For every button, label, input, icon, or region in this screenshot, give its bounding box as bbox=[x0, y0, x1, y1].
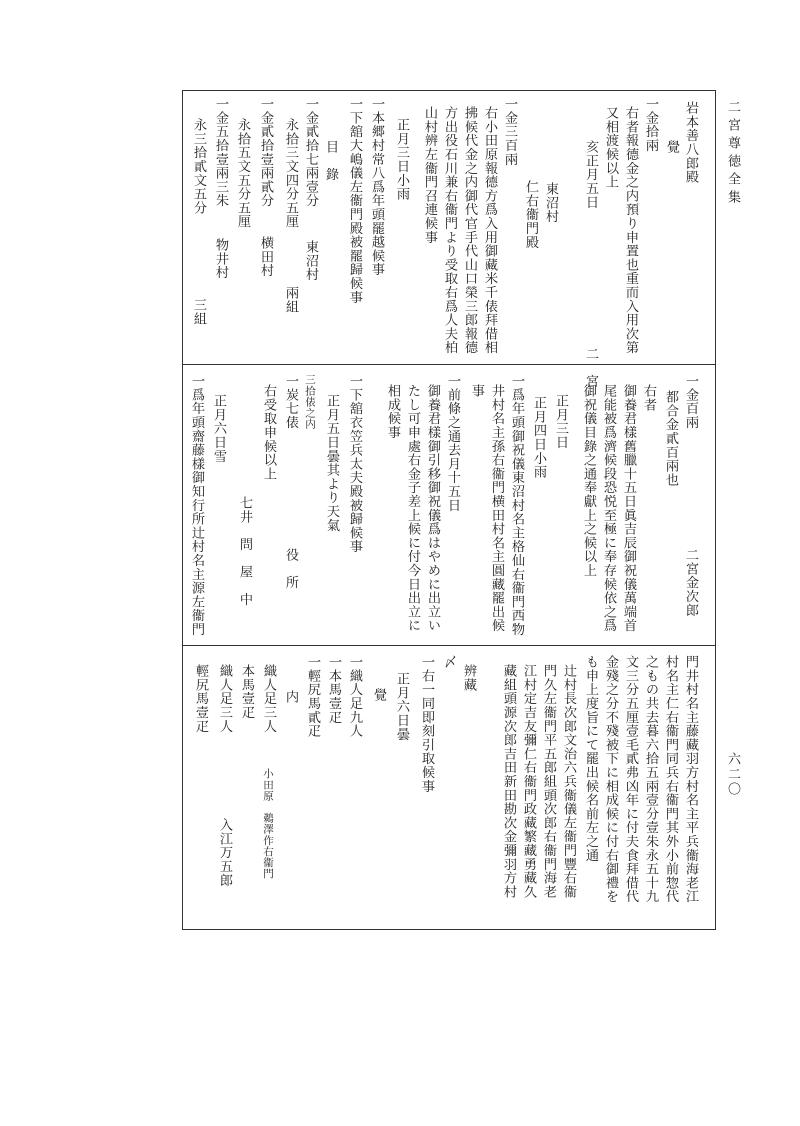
text-column: 永三拾貳文五分 bbox=[191, 118, 206, 215]
text-column: 井村名主孫右衞門横田村名主圓藏罷出候 bbox=[489, 384, 504, 633]
text-column: 仁右衞門殿 bbox=[523, 180, 538, 249]
text-column: 横田村 bbox=[258, 236, 273, 278]
text-column: 方出役石川兼右衞門より受取右爲人夫柏 bbox=[442, 106, 457, 355]
text-column: 一金拾兩 bbox=[643, 97, 658, 153]
text-column: 御養君樣舊臘十五日眞吉辰御祝儀萬端首 bbox=[621, 384, 636, 633]
text-column: たし可申處右金子差上候に付今日出立に bbox=[405, 384, 420, 633]
text-column: 御養君樣御引移御祝儀爲はやめに出立い bbox=[425, 384, 440, 633]
text-column: 内 bbox=[283, 690, 298, 704]
text-column: 拂候代金之内御代官手代山口榮三郎報德 bbox=[462, 106, 477, 355]
text-column: 一金貳拾壹兩貳分 bbox=[258, 97, 273, 208]
text-column: も申上度旨にて罷出候名前左之通 bbox=[583, 655, 598, 862]
text-column: 本馬壹疋 bbox=[239, 664, 254, 720]
text-column: 七井 問 屋 中 bbox=[237, 496, 252, 607]
text-column: 文三分五厘壹毛貳弗凶年に付夫食拜借代 bbox=[623, 655, 638, 904]
text-column: 東沼村 bbox=[303, 240, 318, 282]
text-column: 之もの共去暮六拾五兩壹分壹朱永五十九 bbox=[643, 655, 658, 904]
text-column: 御祝儀目錄之通奉獻上之候以上 bbox=[581, 384, 596, 578]
text-column: 織人足三人 bbox=[217, 664, 232, 733]
text-column: 藏組頭源次郎吉田新田勘次金彌羽方村 bbox=[501, 664, 516, 899]
text-column: 一本郷村常八爲年頭罷越候事 bbox=[369, 97, 384, 277]
text-column: 〆 bbox=[441, 655, 456, 669]
text-column: 一本馬壹疋 bbox=[326, 655, 341, 724]
text-column: 金殘之分不殘被下に相成候に付右御禮を bbox=[603, 655, 618, 904]
section-divider-1 bbox=[182, 364, 715, 365]
text-column: 一輕尻馬貳疋 bbox=[305, 655, 320, 738]
text-column: 右者 bbox=[641, 384, 656, 412]
text-column: 一下舘大嶋儀左衞門殿被罷歸候事 bbox=[347, 97, 362, 304]
page-number: 六二〇 bbox=[725, 752, 740, 797]
text-column: 右者報德金之内預り申置也重而入用次第 bbox=[623, 106, 638, 355]
text-column: 相成候事 bbox=[385, 384, 400, 440]
text-column: 覺 bbox=[664, 140, 679, 154]
text-column: 正月三日小雨 bbox=[394, 118, 409, 201]
text-column: 辻村長次郎文治六兵衞儀左衞門豐右衞 bbox=[561, 664, 576, 899]
text-column: 役 所 bbox=[283, 548, 298, 590]
text-column: 一金五拾壹兩三朱 bbox=[213, 97, 228, 208]
text-column: 入江万五郎 bbox=[217, 818, 232, 887]
text-column: 事 bbox=[469, 384, 484, 398]
text-column: 東沼村 bbox=[543, 182, 558, 224]
text-column: 山村辨左衞門召連候事 bbox=[422, 106, 437, 244]
text-column: 三組 bbox=[191, 298, 206, 326]
text-column: 正月三日 bbox=[553, 394, 568, 450]
text-column: 永拾三文四分五厘 bbox=[283, 118, 298, 229]
text-column: 一爲年頭齋藤樣御知行所辻村名主源左衞門 bbox=[189, 374, 204, 637]
text-column: 一炭七俵 bbox=[283, 374, 298, 430]
text-column: 織人足三人 bbox=[261, 664, 276, 733]
text-column: 正月五日曇其より天氣 bbox=[324, 394, 339, 532]
text-column: 又相渡候以上 bbox=[603, 106, 618, 189]
text-column: 江村定吉友彌仁右衞門政藏繁藏勇藏久 bbox=[521, 664, 536, 899]
text-column: 亥正月五日 二 宮 bbox=[583, 140, 598, 389]
text-column: 正月六日曇 bbox=[394, 672, 409, 741]
text-column: 右受取申候以上 bbox=[261, 384, 276, 481]
text-column: 一右一同即刻引取候事 bbox=[419, 655, 434, 793]
text-column: 二宮金次郎 bbox=[683, 548, 698, 617]
text-column: 正月四日小雨 bbox=[531, 396, 546, 479]
text-column: 兩組 bbox=[283, 286, 298, 314]
text-column: 覺 bbox=[371, 688, 386, 702]
text-column: 三拾俵之内 bbox=[304, 374, 316, 430]
text-column: 物井村 bbox=[213, 238, 228, 280]
text-column: 小田原 鵜澤作右衞門 bbox=[262, 768, 274, 879]
text-column: 尾能被爲濟候段恐悦至極に奉存候依之爲 bbox=[601, 384, 616, 633]
text-column: 門久左衞門平五郎組頭次郎右衞門海老 bbox=[541, 664, 556, 899]
text-column: 村名主仁右衞門同兵右衞門其外小前惣代 bbox=[663, 655, 678, 904]
text-column: 一金三百兩 bbox=[502, 97, 517, 166]
text-column: 辨藏 bbox=[461, 664, 476, 692]
text-column: 右小田原報德方爲入用御藏米千俵拜借相 bbox=[482, 106, 497, 355]
text-column: 永拾五文五分五厘 bbox=[235, 118, 250, 229]
text-column: 門井村名主藤藏羽方村名主平兵衞海老江 bbox=[683, 655, 698, 904]
text-column: 目 錄 bbox=[323, 140, 338, 182]
text-column: 一下舘衣笠兵太夫殿被歸候事 bbox=[347, 374, 362, 554]
text-column: 一前條之通去月十五日 bbox=[445, 374, 460, 512]
text-column: 正月六日雪 bbox=[211, 394, 226, 463]
text-column: 一金貳拾七兩壹分 bbox=[303, 97, 318, 208]
text-column: 輕尻馬壹疋 bbox=[193, 664, 208, 733]
text-column: 都合金貳百兩也 bbox=[663, 390, 678, 487]
book-title: 二宮尊徳全集 bbox=[725, 100, 740, 208]
section-divider-2 bbox=[182, 645, 715, 646]
text-column: 一金百兩 bbox=[683, 374, 698, 430]
text-column: 一爲年頭御祝儀東沼村名主格仙右衞門西物 bbox=[509, 374, 524, 637]
text-column: 一織人足九人 bbox=[347, 655, 362, 738]
text-column: 岩本善八郎殿 bbox=[683, 101, 698, 184]
